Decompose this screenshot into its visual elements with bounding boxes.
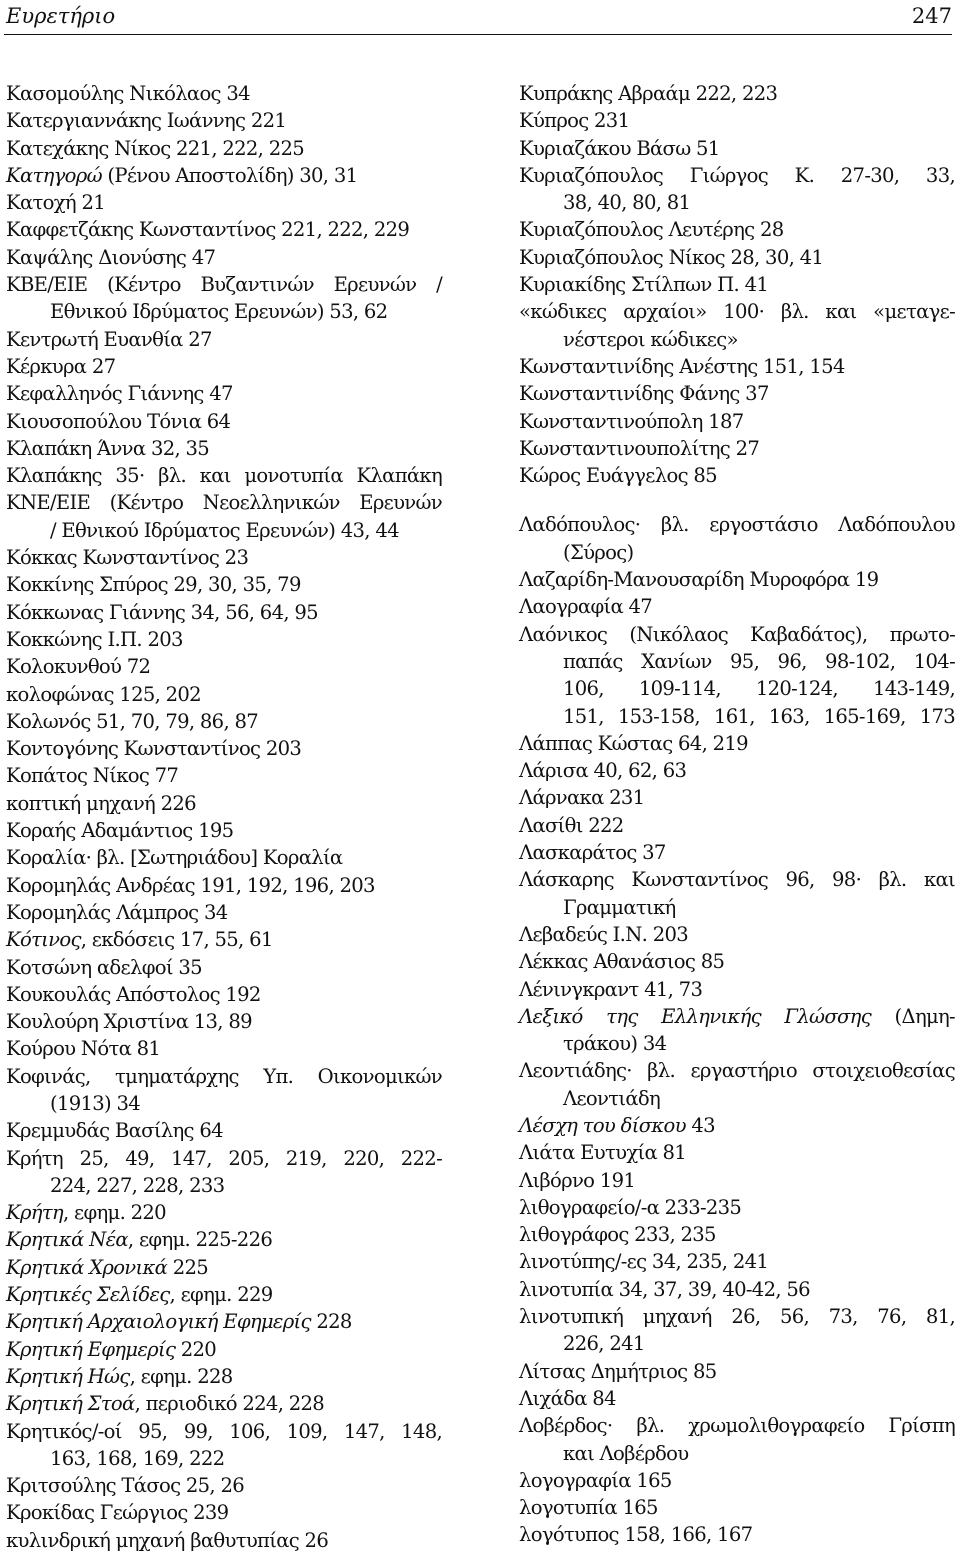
entry-text: 163, 168, 169, 222 bbox=[50, 1446, 225, 1470]
entry-text: λινοτυπική μηχανή 26, 56, 73, 76, 81, bbox=[519, 1305, 955, 1329]
entry-text: Λάρισα 40, 62, 63 bbox=[519, 759, 687, 783]
entry-text: λιθογράφος 233, 235 bbox=[519, 1223, 716, 1247]
entry-text: λογότυπος 158, 166, 167 bbox=[519, 1523, 753, 1547]
index-entry bbox=[6, 80, 442, 107]
entry-text: Κατεργιαννάκης Ιωάννης 221 bbox=[6, 109, 287, 133]
index-entry bbox=[6, 872, 442, 899]
entry-text: Κολωνός 51, 70, 79, 86, 87 bbox=[6, 709, 259, 733]
index-entry bbox=[6, 326, 442, 353]
index-entry bbox=[519, 1303, 955, 1330]
index-entry bbox=[519, 511, 955, 538]
entry-text: Κουκουλάς Απόστολος 192 bbox=[6, 982, 261, 1006]
index-entry bbox=[519, 462, 955, 489]
index-entry bbox=[6, 790, 442, 817]
entry-text: 226, 241 bbox=[563, 1332, 645, 1356]
index-entry bbox=[6, 462, 442, 489]
index-entry bbox=[519, 1494, 955, 1521]
entry-title-italic: Κρητικές Σελίδες bbox=[6, 1283, 170, 1307]
entry-title-italic: Λέσχη του δίσκου bbox=[519, 1113, 686, 1137]
index-entry bbox=[6, 1527, 442, 1554]
index-entry bbox=[6, 735, 442, 762]
index-entry bbox=[519, 1221, 955, 1248]
entry-text: Κέρκυρα 27 bbox=[6, 354, 116, 378]
entry-text: Κοφινάς, τμηματάρχης Υπ. Οικονομικών bbox=[6, 1064, 442, 1088]
entry-title-italic: Κρητική Αρχαιολογική Εφημερίς bbox=[6, 1310, 311, 1334]
index-column-left bbox=[6, 80, 442, 1554]
entry-text: ΚΒΕ/ΕΙΕ (Κέντρο Βυζαντινών Ερευνών / bbox=[6, 273, 442, 297]
index-entry bbox=[519, 784, 955, 811]
index-entry bbox=[519, 107, 955, 134]
index-entry bbox=[6, 1117, 442, 1144]
index-entry bbox=[6, 435, 442, 462]
entry-text: Λίτσας Δημήτριος 85 bbox=[519, 1359, 717, 1383]
index-entry-continuation bbox=[6, 298, 442, 325]
index-entry bbox=[519, 1112, 955, 1139]
entry-text: Κυριαζόπουλος Γιώργος Κ. 27-30, 33, bbox=[519, 163, 955, 187]
entry-text: , περιοδικό 224, 228 bbox=[134, 1392, 325, 1416]
index-entry bbox=[519, 216, 955, 243]
entry-text: λογογραφία 165 bbox=[519, 1468, 672, 1492]
entry-text: Κρεμμυδάς Βασίλης 64 bbox=[6, 1119, 223, 1143]
entry-text: Κοκκίνης Σπύρος 29, 30, 35, 79 bbox=[6, 573, 301, 597]
entry-text: Καψάλης Διονύσης 47 bbox=[6, 245, 216, 269]
entry-text: Κεφαλληνός Γιάννης 47 bbox=[6, 382, 233, 406]
index-entry bbox=[6, 189, 442, 216]
entry-text: Λαδόπουλος· βλ. εργοστάσιο Λαδόπουλου bbox=[519, 513, 955, 537]
entry-text: 106, 109-114, 120-124, 143-149, bbox=[563, 677, 955, 701]
entry-text: Κρητικός/-οί 95, 99, 106, 109, 147, 148, bbox=[6, 1419, 442, 1443]
index-entry bbox=[6, 762, 442, 789]
index-entry bbox=[519, 162, 955, 189]
entry-text: Κατοχή 21 bbox=[6, 191, 105, 215]
entry-text: Λέκκας Αθανάσιος 85 bbox=[519, 950, 725, 974]
entry-text: 38, 40, 80, 81 bbox=[563, 191, 691, 215]
index-entry bbox=[6, 626, 442, 653]
entry-title-italic: Κρητική Στοά bbox=[6, 1392, 135, 1416]
entry-text: Κροκίδας Γεώργιος 239 bbox=[6, 1501, 229, 1525]
index-entry bbox=[6, 271, 442, 298]
index-entry bbox=[519, 566, 955, 593]
index-entry bbox=[6, 162, 442, 189]
entry-text: Κώρος Ευάγγελος 85 bbox=[519, 464, 717, 488]
entry-text: Κωνσταντινίδης Φάνης 37 bbox=[519, 382, 769, 406]
index-entry bbox=[6, 1035, 442, 1062]
entry-text: κυλινδρική μηχανή βαθυτυπίας 26 bbox=[6, 1528, 329, 1552]
entry-text: Κλαπάκης 35· βλ. και μονοτυπία Κλαπάκη bbox=[6, 464, 442, 488]
entry-text: , εφημ. 220 bbox=[62, 1201, 166, 1225]
index-entry bbox=[6, 708, 442, 735]
index-entry bbox=[6, 981, 442, 1008]
entry-text: Κυριαζόπουλος Νίκος 28, 30, 41 bbox=[519, 245, 824, 269]
index-entry bbox=[6, 1063, 442, 1090]
index-entry bbox=[519, 1167, 955, 1194]
entry-text: 220 bbox=[175, 1337, 217, 1361]
index-entry bbox=[6, 353, 442, 380]
entry-text: Κωνσταντινίδης Ανέστης 151, 154 bbox=[519, 354, 845, 378]
entry-text: Λαόνικος (Νικόλαος Καβαδάτος), πρωτο- bbox=[519, 622, 955, 646]
index-entry bbox=[519, 1521, 955, 1548]
index-entry bbox=[519, 1467, 955, 1494]
entry-text: Κοραής Αδαμάντιος 195 bbox=[6, 819, 234, 843]
index-entry bbox=[519, 1194, 955, 1221]
entry-text: Γραμματική bbox=[563, 895, 676, 919]
index-entry bbox=[519, 593, 955, 620]
entry-title-italic: Κρήτη bbox=[6, 1201, 63, 1225]
index-entry bbox=[6, 653, 442, 680]
index-entry bbox=[6, 1281, 442, 1308]
index-entry bbox=[6, 1472, 442, 1499]
entry-text: Κούρου Νότα 81 bbox=[6, 1037, 161, 1061]
page-number: 247 bbox=[911, 4, 952, 28]
index-entry bbox=[6, 380, 442, 407]
index-entry bbox=[519, 948, 955, 975]
entry-text: Κολοκυνθού 72 bbox=[6, 655, 151, 679]
index-entry-continuation bbox=[6, 1090, 442, 1117]
entry-text: (Δημη- bbox=[871, 1004, 955, 1028]
entry-title-italic: Κρητικά Χρονικά bbox=[6, 1255, 168, 1279]
index-entry bbox=[519, 1276, 955, 1303]
index-entry bbox=[6, 1499, 442, 1526]
section-title: Ευρετήριο bbox=[6, 4, 116, 28]
index-entry bbox=[519, 135, 955, 162]
entry-text: παπάς Χανίων 95, 96, 98-102, 104- bbox=[563, 649, 955, 673]
index-entry bbox=[6, 817, 442, 844]
entry-text: (Σύρος) bbox=[563, 540, 634, 564]
entry-text: κολοφώνας 125, 202 bbox=[6, 682, 201, 706]
index-column-right bbox=[519, 80, 955, 1549]
entry-text: Κυριαζόπουλος Λευτέρης 28 bbox=[519, 218, 784, 242]
entry-text: και Λοβέρδου bbox=[563, 1441, 689, 1465]
entry-text: , εκδόσεις 17, 55, 61 bbox=[80, 928, 273, 952]
index-entry bbox=[6, 107, 442, 134]
entry-text: , εφημ. 225-226 bbox=[127, 1228, 273, 1252]
index-entry bbox=[519, 80, 955, 107]
index-entry bbox=[519, 1385, 955, 1412]
entry-title-italic: Κρητικά Νέα bbox=[6, 1228, 128, 1252]
entry-text: Κυπράκης Αβραάμ 222, 223 bbox=[519, 82, 778, 105]
index-entry bbox=[519, 812, 955, 839]
entry-text: Κοπάτος Νίκος 77 bbox=[6, 764, 179, 788]
entry-text: Λάσκαρης Κωνσταντίνος 96, 98· βλ. και bbox=[519, 868, 955, 892]
entry-text: λογοτυπία 165 bbox=[519, 1496, 658, 1520]
entry-text: Κοτσώνη αδελφοί 35 bbox=[6, 955, 202, 979]
index-entry-continuation bbox=[519, 894, 955, 921]
entry-text: Κεντρωτή Ευανθία 27 bbox=[6, 327, 212, 351]
index-entry-continuation bbox=[6, 1172, 442, 1199]
entry-text: λινοτυπία 34, 37, 39, 40-42, 56 bbox=[519, 1277, 810, 1301]
entry-text: λιθογραφείο/-α 233-235 bbox=[519, 1195, 742, 1219]
index-entry bbox=[519, 1248, 955, 1275]
entry-title-italic: Κρητική Ηώς bbox=[6, 1364, 130, 1388]
entry-text: Κοκκώνης Ι.Π. 203 bbox=[6, 627, 183, 651]
entry-text: Κασομούλης Νικόλαος 34 bbox=[6, 82, 250, 105]
index-entry bbox=[519, 921, 955, 948]
entry-text: (1913) 34 bbox=[50, 1091, 141, 1115]
index-entry bbox=[6, 1363, 442, 1390]
entry-text: Κυριακίδης Στίλπων Π. 41 bbox=[519, 273, 769, 297]
entry-text: 151, 153-158, 161, 163, 165-169, 173 bbox=[563, 704, 955, 728]
index-entry bbox=[6, 926, 442, 953]
entry-text: «κώδικες αρχαίοι» 100· βλ. και «μεταγε- bbox=[519, 300, 955, 324]
index-entry bbox=[6, 1199, 442, 1226]
index-entry bbox=[6, 1336, 442, 1363]
index-entry bbox=[519, 271, 955, 298]
index-entry bbox=[6, 1308, 442, 1335]
index-entry bbox=[519, 866, 955, 893]
index-entry bbox=[6, 599, 442, 626]
index-entry bbox=[519, 435, 955, 462]
entry-text: Κατεχάκης Νίκος 221, 222, 225 bbox=[6, 136, 305, 160]
index-entry bbox=[519, 408, 955, 435]
index-entry bbox=[519, 380, 955, 407]
entry-text: Κωνσταντινούπολη 187 bbox=[519, 409, 744, 433]
entry-text: , εφημ. 229 bbox=[169, 1283, 273, 1307]
index-entry bbox=[6, 1418, 442, 1445]
entry-title-italic: Κρητική Εφημερίς bbox=[6, 1337, 176, 1361]
entry-text: Λασκαράτος 37 bbox=[519, 841, 666, 865]
index-entry bbox=[6, 899, 442, 926]
entry-text: 224, 227, 228, 233 bbox=[50, 1173, 225, 1197]
entry-text: Κλαπάκη Άννα 32, 35 bbox=[6, 436, 210, 460]
entry-text: Κωνσταντινουπολίτης 27 bbox=[519, 436, 760, 460]
entry-text: Καφφετζάκης Κωνσταντίνος 221, 222, 229 bbox=[6, 218, 410, 242]
entry-title-italic: Λεξικό της Ελληνικής Γλώσσης bbox=[519, 1004, 871, 1028]
entry-text: Λαζαρίδη-Μανουσαρίδη Μυροφόρα 19 bbox=[519, 568, 879, 592]
entry-text: 228 bbox=[310, 1310, 352, 1334]
header-rule bbox=[4, 34, 952, 35]
entry-text: Λοβέρδος· βλ. χρωμολιθογραφείο Γρίσπη bbox=[519, 1414, 955, 1438]
index-entry bbox=[519, 839, 955, 866]
entry-text: τράκου) 34 bbox=[563, 1032, 667, 1056]
entry-text: Κριτσούλης Τάσος 25, 26 bbox=[6, 1474, 245, 1498]
index-entry bbox=[519, 1003, 955, 1030]
index-entry bbox=[6, 135, 442, 162]
index-entry bbox=[6, 954, 442, 981]
index-entry-continuation bbox=[519, 189, 955, 216]
entry-text: Λιβόρνο 191 bbox=[519, 1168, 636, 1192]
index-entry-continuation bbox=[519, 703, 955, 730]
index-entry bbox=[6, 1008, 442, 1035]
index-entry-continuation bbox=[519, 675, 955, 702]
index-entry bbox=[6, 216, 442, 243]
index-entry bbox=[519, 730, 955, 757]
entry-text: ΚΝΕ/ΕΙΕ (Κέντρο Νεοελληνικών Ερευνών bbox=[6, 491, 442, 515]
index-entry-continuation bbox=[6, 1445, 442, 1472]
entry-text: Λεβαδεύς Ι.Ν. 203 bbox=[519, 922, 688, 946]
running-header bbox=[6, 0, 952, 32]
entry-text: Κουλούρη Χριστίνα 13, 89 bbox=[6, 1010, 252, 1034]
index-entry bbox=[519, 1412, 955, 1439]
index-entry-continuation bbox=[519, 326, 955, 353]
index-entry bbox=[6, 544, 442, 571]
index-entry bbox=[519, 244, 955, 271]
entry-text: Λάρνακα 231 bbox=[519, 786, 645, 810]
entry-title-italic: Κατηγορώ bbox=[6, 163, 102, 187]
index-entry bbox=[6, 489, 442, 516]
index-entry bbox=[519, 757, 955, 784]
entry-text: Κυριαζάκου Βάσω 51 bbox=[519, 136, 720, 160]
entry-text: Λιάτα Ευτυχία 81 bbox=[519, 1141, 687, 1165]
index-entry bbox=[519, 298, 955, 325]
entry-text: Λεοντιάδης· βλ. εργαστήριο στοιχειοθεσίας bbox=[519, 1059, 955, 1083]
index-entry bbox=[6, 1390, 442, 1417]
entry-text: , εφημ. 228 bbox=[129, 1364, 233, 1388]
index-entry bbox=[519, 353, 955, 380]
index-entry bbox=[519, 1057, 955, 1084]
index-entry bbox=[6, 408, 442, 435]
entry-text: Λεοντιάδη bbox=[563, 1086, 660, 1110]
entry-text: Κύπρος 231 bbox=[519, 109, 630, 133]
entry-text: / Εθνικού Ιδρύματος Ερευνών) 43, 44 bbox=[50, 518, 399, 542]
entry-title-italic: Κότινος bbox=[6, 928, 81, 952]
entry-text: (Ρένου Αποστολίδη) 30, 31 bbox=[101, 163, 358, 187]
index-entry bbox=[6, 244, 442, 271]
index-entry-continuation bbox=[519, 1330, 955, 1357]
index-entry-continuation bbox=[519, 648, 955, 675]
index-entry-continuation bbox=[6, 517, 442, 544]
index-entry bbox=[6, 681, 442, 708]
entry-text: Λάππας Κώστας 64, 219 bbox=[519, 731, 748, 755]
index-entry-continuation bbox=[519, 1440, 955, 1467]
entry-text: 43 bbox=[685, 1113, 715, 1137]
entry-text: 225 bbox=[167, 1255, 208, 1279]
entry-text: Λασίθι 222 bbox=[519, 813, 624, 837]
index-entry bbox=[519, 621, 955, 648]
index-entry bbox=[519, 1358, 955, 1385]
index-entry bbox=[6, 571, 442, 598]
index-entry bbox=[6, 1226, 442, 1253]
index-entry-continuation bbox=[519, 539, 955, 566]
index-entry bbox=[6, 844, 442, 871]
entry-text: Κοντογόνης Κωνσταντίνος 203 bbox=[6, 737, 302, 761]
index-entry-continuation bbox=[519, 1085, 955, 1112]
index-entry bbox=[6, 1145, 442, 1172]
entry-text: Λαογραφία 47 bbox=[519, 595, 653, 619]
entry-text: λινοτύπης/-ες 34, 235, 241 bbox=[519, 1250, 769, 1274]
entry-text: Κόκκωνας Γιάννης 34, 56, 64, 95 bbox=[6, 600, 318, 624]
entry-text: Λιχάδα 84 bbox=[519, 1386, 616, 1410]
entry-text: Κοραλία· βλ. [Σωτηριάδου] Κοραλία bbox=[6, 846, 343, 870]
entry-text: Κρήτη 25, 49, 147, 205, 219, 220, 222- bbox=[6, 1146, 442, 1170]
entry-text: Εθνικού Ιδρύματος Ερευνών) 53, 62 bbox=[50, 300, 388, 324]
entry-text: Κορομηλάς Λάμπρος 34 bbox=[6, 900, 228, 924]
index-entry bbox=[6, 1254, 442, 1281]
entry-text: νέστεροι κώδικες» bbox=[563, 327, 738, 351]
entry-text: Κιουσοπούλου Τόνια 64 bbox=[6, 409, 231, 433]
entry-text: Κορομηλάς Ανδρέας 191, 192, 196, 203 bbox=[6, 873, 375, 897]
entry-text: Κόκκας Κωνσταντίνος 23 bbox=[6, 546, 249, 570]
entry-text: Λένινγκραντ 41, 73 bbox=[519, 977, 703, 1001]
index-entry bbox=[519, 976, 955, 1003]
entry-text: κοπτική μηχανή 226 bbox=[6, 791, 196, 815]
index-entry bbox=[519, 1139, 955, 1166]
index-entry-continuation bbox=[519, 1030, 955, 1057]
